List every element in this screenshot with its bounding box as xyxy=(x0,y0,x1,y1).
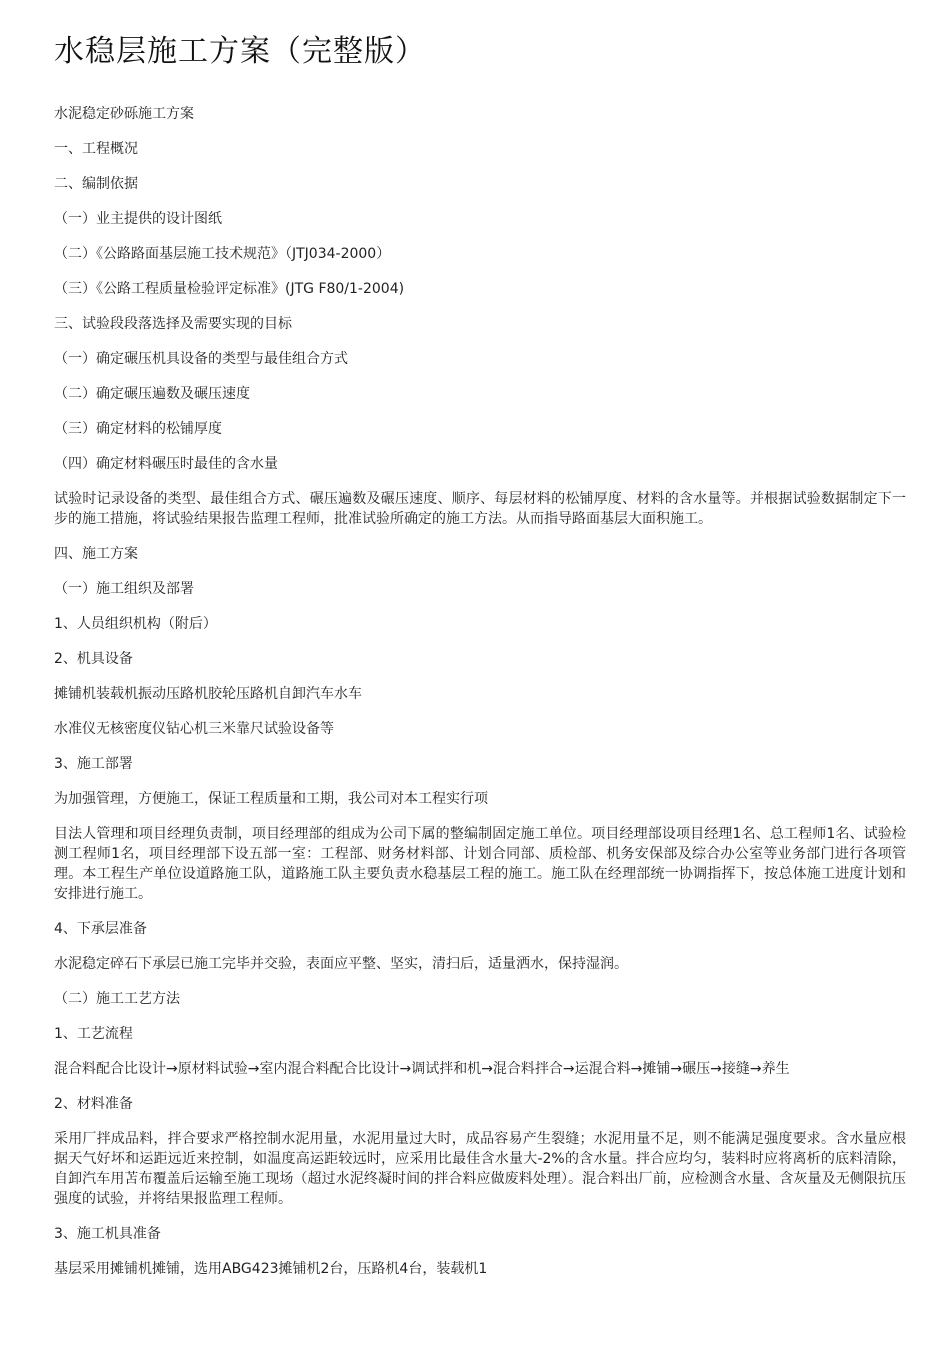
paragraph: 为加强管理，方便施工，保证工程质量和工期，我公司对本工程实行项 xyxy=(54,791,488,807)
list-item: （三）确定材料的松铺厚度 xyxy=(54,421,222,437)
section-heading: 三、试验段段落选择及需要实现的目标 xyxy=(54,316,292,332)
list-item: （二）确定碾压遍数及碾压速度 xyxy=(54,386,250,402)
paragraph: 基层采用摊铺机摊铺，选用ABG423摊铺机2台，压路机4台，装载机1 xyxy=(54,1261,488,1277)
list-item: （一）业主提供的设计图纸 xyxy=(54,211,222,227)
section-heading: 二、编制依据 xyxy=(54,176,138,192)
paragraph: 摊铺机装载机振动压路机胶轮压路机自卸汽车水车 xyxy=(54,686,362,702)
paragraph: 采用厂拌成品料，拌合要求严格控制水泥用量，水泥用量过大时，成品容易产生裂缝；水泥用量不足，则不能满足强度要求。含水量应根据天气好坏和运距远近来控制，如温度高运距较远时，应采用比最佳含水量大-2%的含水量。拌合应均匀，装料时应将离析的底料清除，自卸汽车用苫布覆盖后运输至施工现场（超过水泥终凝时间的拌合料应做废料处理）。混合料出厂前，应检测含水量、含灰量及无侧限抗压强度的试验，并将结果报监理工程师。 xyxy=(54,1131,906,1207)
item-heading: 2、材料准备 xyxy=(54,1096,133,1112)
list-item: （二）《公路路面基层施工技术规范》（JTJ034-2000） xyxy=(54,246,391,262)
list-item: （一）确定碾压机具设备的类型与最佳组合方式 xyxy=(54,351,348,367)
section-heading: 一、工程概况 xyxy=(54,141,138,157)
subsection-heading: （一）施工组织及部署 xyxy=(54,581,194,597)
list-item: （四）确定材料碾压时最佳的含水量 xyxy=(54,456,278,472)
item-heading: 3、施工部署 xyxy=(54,756,133,772)
item-heading: 3、施工机具准备 xyxy=(54,1226,161,1242)
paragraph: 水泥稳定砂砾施工方案 xyxy=(54,106,194,122)
item-heading: 1、工艺流程 xyxy=(54,1026,133,1042)
document-title: 水稳层施工方案（完整版） xyxy=(54,34,426,69)
item-heading: 2、机具设备 xyxy=(54,651,133,667)
item-heading: 4、下承层准备 xyxy=(54,921,147,937)
paragraph: 水泥稳定碎石下承层已施工完毕并交验，表面应平整、坚实，清扫后，适量洒水，保持湿润。 xyxy=(54,956,628,972)
subsection-heading: （二）施工工艺方法 xyxy=(54,991,180,1007)
item-heading: 1、人员组织机构（附后） xyxy=(54,616,217,632)
section-heading: 四、施工方案 xyxy=(54,546,138,562)
document-body xyxy=(54,104,906,1294)
paragraph: 混合料配合比设计→原材料试验→室内混合料配合比设计→调试拌和机→混合料拌合→运混合料→摊铺→碾压→接缝→养生 xyxy=(54,1061,790,1077)
paragraph: 试验时记录设备的类型、最佳组合方式、碾压遍数及碾压速度、顺序、每层材料的松铺厚度、材料的含水量等。并根据试验数据制定下一步的施工措施，将试验结果报告监理工程师，批准试验所确定的施工方法。从而指导路面基层大面积施工。 xyxy=(54,491,906,527)
list-item: （三）《公路工程质量检验评定标准》(JTG F80/1-2004) xyxy=(54,281,405,297)
paragraph: 水准仪无核密度仪钻心机三米靠尺试验设备等 xyxy=(54,721,334,737)
paragraph: 目法人管理和项目经理负责制，项目经理部的组成为公司下属的整编制固定施工单位。项目经理部设项目经理1名、总工程师1名、试验检测工程师1名，项目经理部下设五部一室：工程部、财务材料部、计划合同部、质检部、机务安保部及综合办公室等业务部门进行各项管理。本工程生产单位设道路施工队，道路施工队主要负责水稳基层工程的施工。施工队在经理部统一协调指挥下，按总体施工进度计划和安排进行施工。 xyxy=(54,826,906,902)
